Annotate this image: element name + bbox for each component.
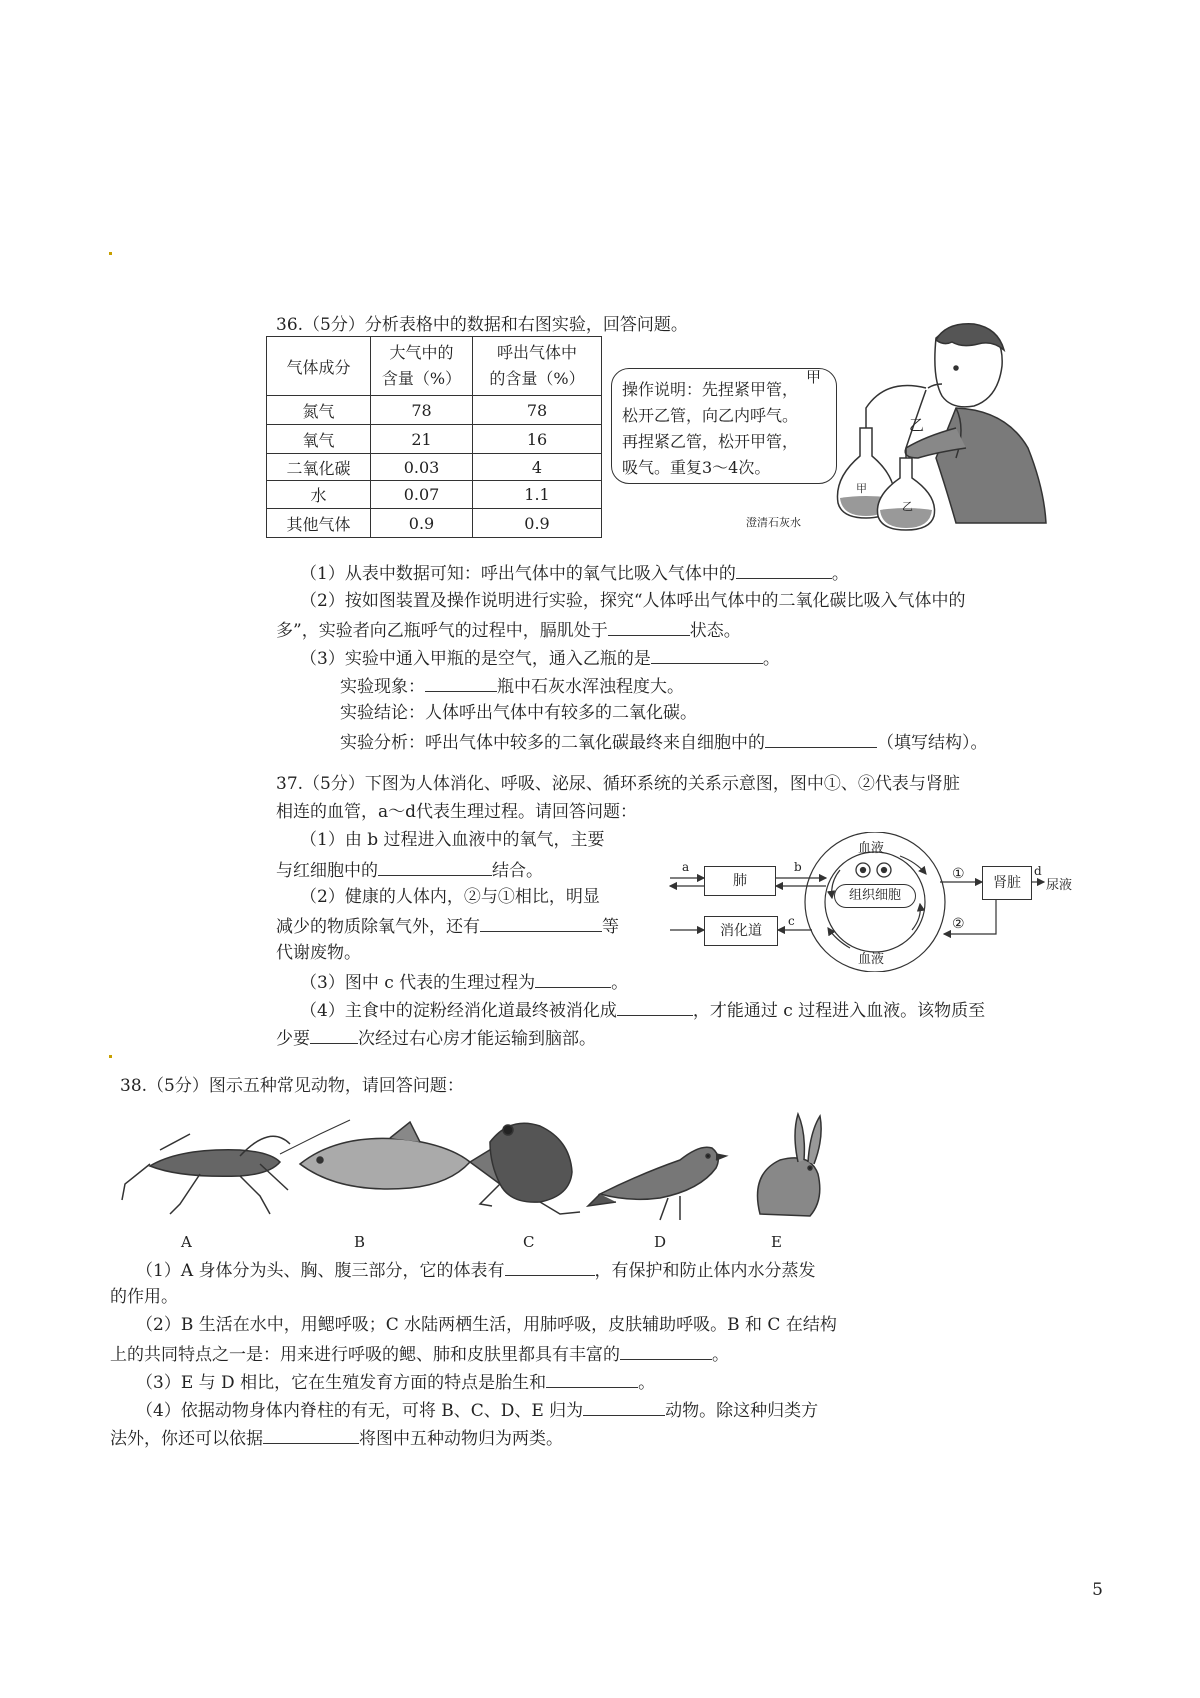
label-vessel-2: ② (952, 916, 965, 932)
label-a: a (682, 860, 690, 874)
answer-blank[interactable] (378, 857, 492, 876)
q38-q2-line1: （2）B 生活在水中，用鳃呼吸；C 水陆两栖生活，用肺呼吸，皮肤辅助呼吸。B 和 C 在结构 (136, 1315, 837, 1335)
bubble-line: 吸气。重复3～4次。 (622, 458, 771, 477)
table-cell: 78 (473, 396, 602, 425)
label-d: d (1034, 864, 1042, 878)
q36-q2-line1: （2）按如图装置及操作说明进行实验，探究“人体呼出气体中的二氧化碳比吸入气体中的 (300, 591, 966, 611)
q36-phenomenon: 实验现象： 瓶中石灰水浑浊程度大。 (340, 673, 684, 699)
q37-q4-line1: （4）主食中的淀粉经消化道最终被消化成 ，才能通过 c 过程进入血液。该物质至 (300, 997, 985, 1023)
marker-dot (109, 252, 112, 255)
q38-q1-line1: （1）A 身体分为头、胸、腹三部分，它的体表有 ，有保护和防止体内水分蒸发 (136, 1257, 816, 1283)
label-yi: 乙 (909, 416, 925, 434)
fish-icon (300, 1122, 508, 1190)
breathing-experiment-illustration (746, 318, 1052, 540)
lung-box: 肺 (704, 866, 776, 896)
answer-blank[interactable] (263, 1425, 359, 1444)
boy-with-flasks-icon (806, 318, 1052, 540)
q36-header: 36.（5分）分析表格中的数据和右图实验，回答问题。 (276, 315, 688, 335)
animal-label-a: A (181, 1233, 192, 1251)
label-b: b (794, 860, 802, 874)
label-vessel-1: ① (952, 866, 965, 882)
five-animals-figure (120, 1104, 900, 1234)
bubble-line: 操作说明：先捏紧甲管， (622, 380, 799, 399)
animal-label-d: D (654, 1233, 667, 1251)
answer-blank[interactable] (583, 1397, 665, 1416)
q36-analysis: 实验分析：呼出气体中较多的二氧化碳最终来自细胞中的 （填写结构）。 (340, 729, 988, 755)
q38-q2-line2: 上的共同特点之一是：用来进行呼吸的鳃、肺和皮肤里都具有丰富的 。 (110, 1341, 729, 1367)
table-cell: 16 (473, 425, 602, 454)
table-row (267, 481, 602, 509)
table-header-cell: 呼出气体中 的含量（%） (473, 337, 602, 396)
table-cell: 氮气 (267, 396, 371, 425)
table-cell: 21 (371, 425, 473, 454)
answer-blank[interactable] (620, 1341, 712, 1360)
answer-blank[interactable] (505, 1257, 595, 1276)
table-cell: 78 (371, 396, 473, 425)
table-cell: 氧气 (267, 425, 371, 454)
marker-dot (109, 1055, 112, 1058)
q37-q2-line2: 减少的物质除氧气外，还有 等 (276, 913, 619, 939)
q36-q1: （1）从表中数据可知：呼出气体中的氧气比吸入气体中的 。 (300, 560, 849, 586)
q37-header-line1: 37.（5分）下图为人体消化、呼吸、泌尿、循环系统的关系示意图，图中①、②代表与肾脏 (276, 774, 960, 794)
table-header-cell: 大气中的 含量（%） (371, 337, 473, 396)
sparrow-icon (588, 1147, 726, 1220)
label-blood-bottom: 血液 (858, 952, 885, 967)
body-systems-diagram (660, 832, 1080, 972)
table-cell: 水 (267, 481, 371, 509)
q37-header-line2: 相连的血管，a～d代表生理过程。请回答问题： (276, 802, 638, 822)
q37-q1-line2: 与红细胞中的 结合。 (276, 857, 543, 883)
gas-composition-table (266, 336, 602, 538)
bubble-line: 再捏紧乙管，松开甲管， (622, 432, 799, 451)
answer-blank[interactable] (651, 645, 763, 664)
q36-conclusion: 实验结论：人体呼出气体中有较多的二氧化碳。 (340, 703, 697, 723)
label-c: c (788, 914, 795, 928)
q38-q4-line1: （4）依据动物身体内脊柱的有无，可将 B、C、D、E 归为 动物。除这种归类方 (136, 1397, 818, 1423)
answer-blank[interactable] (310, 1025, 358, 1044)
table-row (267, 396, 602, 425)
page-number: 5 (1092, 1580, 1103, 1600)
kidney-box: 肾脏 (982, 866, 1032, 900)
animal-label-c: C (523, 1233, 535, 1251)
animal-label-e: E (771, 1233, 782, 1251)
animal-label-b: B (354, 1233, 366, 1251)
answer-blank[interactable] (736, 560, 832, 579)
answer-blank[interactable] (765, 729, 877, 748)
table-cell: 1.1 (473, 481, 602, 509)
q38-q4-line2: 法外，你还可以依据 将图中五种动物归为两类。 (110, 1425, 563, 1451)
answer-blank[interactable] (546, 1369, 638, 1388)
operation-instructions-bubble (611, 368, 837, 484)
q38-header: 38.（5分）图示五种常见动物，请回答问题： (120, 1076, 464, 1096)
answer-blank[interactable] (480, 913, 602, 932)
table-cell: 4 (473, 454, 602, 481)
label-blood-top: 血液 (858, 841, 885, 856)
q37-q2-line1: （2）健康的人体内，②与①相比，明显 (300, 887, 600, 907)
q37-q1-line1: （1）由 b 过程进入血液中的氧气，主要 (300, 830, 605, 850)
q38-q3: （3）E 与 D 相比，它在生殖发育方面的特点是胎生和 。 (136, 1369, 655, 1395)
label-jia: 甲 (806, 368, 822, 386)
rabbit-icon (758, 1114, 822, 1216)
frog-icon (480, 1123, 580, 1214)
table-row (267, 509, 602, 538)
table-cell: 其他气体 (267, 509, 371, 538)
answer-blank[interactable] (425, 673, 497, 692)
q37-q4-line2: 少要 次经过右心房才能运输到脑部。 (276, 1025, 596, 1051)
table-row (267, 425, 602, 454)
answer-blank[interactable] (535, 969, 611, 988)
table-cell: 二氧化碳 (267, 454, 371, 481)
table-cell: 0.03 (371, 454, 473, 481)
table-row (267, 454, 602, 481)
label-flask-jia: 甲 (856, 482, 867, 495)
q36-q3: （3）实验中通入甲瓶的是空气，通入乙瓶的是 。 (300, 645, 780, 671)
q38-q1-line2: 的作用。 (110, 1287, 178, 1307)
answer-blank[interactable] (617, 997, 693, 1016)
q37-q2-line3: 代谢废物。 (276, 943, 361, 963)
table-cell: 0.9 (473, 509, 602, 538)
digestive-tract-box: 消化道 (704, 916, 778, 946)
label-limewater: 澄清石灰水 (746, 516, 801, 529)
label-flask-yi: 乙 (902, 500, 913, 513)
q36-q2-line2: 多”，实验者向乙瓶呼气的过程中，膈肌处于 状态。 (276, 617, 741, 643)
label-urine: 尿液 (1046, 878, 1073, 893)
bubble-line: 松开乙管，向乙内呼气。 (622, 406, 799, 425)
answer-blank[interactable] (608, 617, 690, 636)
table-cell: 0.9 (371, 509, 473, 538)
q37-q3: （3）图中 c 代表的生理过程为 。 (300, 969, 628, 995)
table-cell: 0.07 (371, 481, 473, 509)
table-header-cell: 气体成分 (267, 337, 371, 396)
tissue-cell-box: 组织细胞 (834, 884, 916, 908)
